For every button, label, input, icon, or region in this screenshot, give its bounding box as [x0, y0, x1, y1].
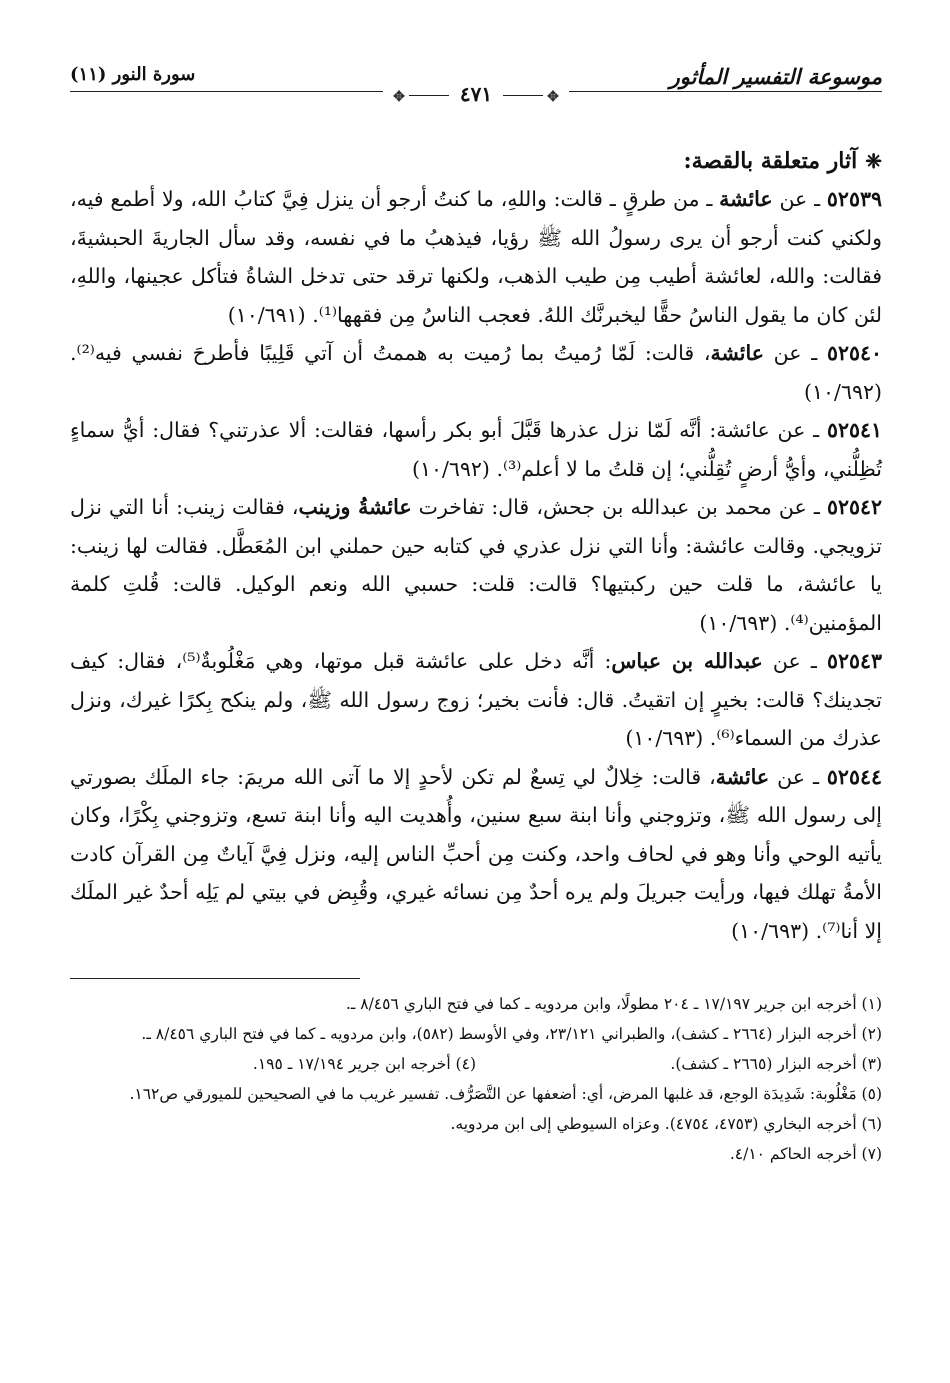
- narration-number: ٥٢٥٤١: [826, 418, 882, 442]
- narration-entry: ٥٢٥٤١ ـ عن عائشة: أنَّه لَمّا نزل عذرها قَبَّلَ أبو بكر رأسها، فقالت: ألا عذرتني؟ فقال: أيُّ سماءٍ تُظِلُّني، وأيُّ أرضٍ تُقِلُّني؛ إن قلتُ ما لا أعلم⁽³⁾. (١٠/٦٩٢): [70, 418, 882, 481]
- ornament-left-icon: ✥: [393, 89, 405, 105]
- narration-text: أنَّه لَمّا نزل عذرها قَبَّلَ أبو بكر رأسها، فقالت: ألا عذرتني؟ فقال: أيُّ سماءٍ تُظِلُّني، وأيُّ أرضٍ تُقِلُّني؛ إن قلتُ ما لا أعلم⁽³⁾.: [70, 418, 882, 481]
- narration-number: ٥٢٥٤٤: [826, 764, 882, 789]
- narration-text: ، قالت: خِلالٌ لي تِسعٌ لم تكن لأحدٍ إلا ما آتى الله مريمَ: جاء الملَك بصورتي إلى رسول الله ﷺ، وتزوجني وأنا ابنة سبع سنين، وأُهديت اليه وأنا ابنة تسع، وتزوجني بِكْرًا، وكان يأتيه الوحي وأنا وهو في لحاف واحد، وكنت مِن أحبِّ الناس إليه، ونزل فِيَّ آياتٌ مِن القرآن كادت الأمةُ تهلك فيها، ورأيت جبريلَ ولم يره أحدٌ مِن نسائه غيري، وقُبِض في بيتي لم يَلِه أحدٌ غير الملَك إلا أنا⁽⁷⁾.: [70, 764, 882, 943]
- narration-entry: ٥٢٥٤٠ ـ عن عائشة، قالت: لَمّا رُميتُ بما رُميت به هممتُ أن آتي قَلِيبًا فأطرحَ نفسي فيه⁽²⁾. (١٠/٦٩٢): [70, 341, 882, 404]
- volume-page-ref: (١٠/٦٩٣): [699, 610, 778, 635]
- page-number: ٤٧١: [459, 82, 493, 106]
- volume-page-ref: (١٠/٦٩٢): [411, 456, 490, 481]
- narration-text: ، فقالت زينب: أنا التي نزل تزويجي. وقالت عائشة: وأنا التي نزل عذري في كتابه حين حملني ابن المُعَطَّل. فقالت لها زينب: يا عائشة، ما قلت حين ركبتيها؟ قالت: قلت: حسبي الله ونعم الوكيل. قالت: قُلتِ كلمة المؤمنين⁽⁴⁾.: [70, 495, 882, 635]
- footnote-6: (٦) أخرجه البخاري (٤٧٥٣، ٤٧٥٤). وعزاه السيوطي إلى ابن مردويه.: [450, 1115, 882, 1133]
- narration-number: ٥٢٥٤٢: [826, 495, 882, 519]
- volume-page-ref: (١٠/٦٩٣): [731, 918, 810, 943]
- narrations: [70, 180, 882, 950]
- series-title: موسوعة التفسير المأثور: [669, 64, 882, 89]
- narration-number: ٥٢٥٤٠: [826, 341, 882, 365]
- footnote-row: [70, 1049, 882, 1079]
- narration-text: : أنَّه دخل على عائشة قبل موتها، وهي مَغْلُوبةٌ⁽⁵⁾، فقال: كيف تجدينك؟ قالت: بخيرٍ إن اتقيتُ. قال: فأنت بخير؛ زوج رسول الله ﷺ، ولم ينكح بِكرًا غيرك، ونزل عذرك من السماء⁽⁶⁾.: [70, 649, 882, 750]
- narration-entry: ٥٢٥٤٤ ـ عن عائشة، قالت: خِلالٌ لي تِسعٌ لم تكن لأحدٍ إلا ما آتى الله مريمَ: جاء الملَك بصورتي إلى رسول الله ﷺ، وتزوجني وأنا ابنة سبع سنين، وأُهديت اليه وأنا ابنة تسع، وتزوجني بِكْرًا، وكان يأتيه الوحي وأنا وهو في لحاف واحد، وكنت مِن أحبِّ الناس إليه، ونزل فِيَّ آياتٌ مِن القرآن كادت الأمةُ تهلك فيها، ورأيت جبريلَ ولم يره أحدٌ مِن نسائه غيري، وقُبِض في بيتي لم يَلِه أحدٌ غير الملَك إلا أنا⁽⁷⁾. (١٠/٦٩٣): [70, 764, 882, 943]
- footnote-separator: [70, 978, 360, 979]
- narration-text: ـ من طرقٍ ـ قالت: واللهِ، ما كنتُ أرجو أن ينزل فِيَّ كتابُ الله، ولا أطمع فيه، ولكني كنت أرجو أن يرى رسولُ الله ﷺ رؤيا، فيذهبُ ما في نفسه، وقد سأل الجاريةَ الحبشيةَ، فقالت: والله، لعائشة أطيب مِن طيب الذهب، ولكنها ترقد حتى تدخل الشاةُ فتأكل عجينها، واللهِ، لئن كان ما يقول الناسُ حقًّا ليخبرنَّك اللهُ. فعجب الناسُ مِن فقهها⁽¹⁾.: [70, 187, 882, 327]
- narrator-name: عائشة: [715, 764, 770, 789]
- ornament-right-icon: ✥: [547, 89, 559, 105]
- narration-number: ٥٢٥٣٩: [826, 187, 882, 211]
- surah-title: سورة النور (١١): [70, 64, 196, 85]
- page-header: [70, 58, 882, 120]
- star-ornament-icon: ❈: [865, 149, 882, 173]
- volume-page-ref: (١٠/٦٩١): [227, 302, 306, 327]
- narrator-name: عائشةُ وزينب: [298, 495, 412, 519]
- narrator-name: عائشة: [710, 341, 764, 365]
- narration-text: ، قالت: لَمّا رُميتُ بما رُميت به هممتُ أن آتي قَلِيبًا فأطرحَ نفسي فيه⁽²⁾.: [70, 341, 711, 365]
- footnote-7: (٧) أخرجه الحاكم ٤/١٠.: [729, 1145, 882, 1163]
- section-heading-text: آثار متعلقة بالقصة:: [683, 148, 858, 174]
- narrator-name: عائشة: [719, 187, 773, 211]
- book-page: [70, 58, 882, 1169]
- narrator-name: عبدالله بن عباس: [611, 649, 763, 673]
- footnote-5: (٥) مَغْلُوبة: شَدِيدَة الوجع، قد غلبها المرض، أي: أضعفها عن التَّصَرُّف. تفسير غريب ما في الصحيحين للميورقي ص١٦٢.: [129, 1085, 882, 1103]
- narration-entry: ٥٢٥٣٩ ـ عن عائشة ـ من طرقٍ ـ قالت: واللهِ، ما كنتُ أرجو أن ينزل فِيَّ كتابُ الله، ولا أطمع فيه، ولكني كنت أرجو أن يرى رسولُ الله ﷺ رؤيا، فيذهبُ ما في نفسه، وقد سأل الجاريةَ الحبشيةَ، فقالت: والله، لعائشة أطيب مِن طيب الذهب، ولكنها ترقد حتى تدخل الشاةُ فتأكل عجينها، واللهِ، لئن كان ما يقول الناسُ حقًّا ليخبرنَّك اللهُ. فعجب الناسُ مِن فقهها⁽¹⁾. (١٠/٦٩١): [70, 187, 882, 327]
- footnote-2: (٢) أخرجه البزار (٢٦٦٤ ـ كشف)، والطبراني ٢٣/١٢١، وفي الأوسط (٥٨٢)، وابن مردويه ـ كما في فتح الباري ٨/٤٥٦ ـ.: [141, 1025, 882, 1043]
- narration-entry: ٥٢٥٤٢ ـ عن محمد بن عبدالله بن جحش، قال: تفاخرت عائشةُ وزينب، فقالت زينب: أنا التي نزل تزويجي. وقالت عائشة: وأنا التي نزل عذري في كتابه حين حملني ابن المُعَطَّل. فقالت لها زينب: يا عائشة، ما قلت حين ركبتيها؟ قالت: قلت: حسبي الله ونعم الوكيل. قالت: قُلتِ كلمة المؤمنين⁽⁴⁾. (١٠/٦٩٣): [70, 495, 882, 635]
- section-heading: [70, 148, 882, 174]
- footnote-4: (٤) أخرجه ابن جرير ١٧/١٩٤ ـ ١٩٥.: [252, 1055, 476, 1073]
- volume-page-ref: (١٠/٦٩٣): [625, 726, 704, 750]
- page-number-block: [383, 82, 569, 106]
- footnote-3: (٣) أخرجه البزار (٢٦٦٥ ـ كشف).: [670, 1055, 882, 1073]
- narration-number: ٥٢٥٤٣: [826, 649, 882, 673]
- volume-page-ref: (١٠/٦٩٢): [804, 379, 882, 404]
- footnotes: [70, 989, 882, 1169]
- footnote-1: (١) أخرجه ابن جرير ١٧/١٩٧ ـ ٢٠٤ مطولًا، وابن مردويه ـ كما في فتح الباري ٨/٤٥٦ ـ.: [345, 995, 882, 1013]
- narration-entry: ٥٢٥٤٣ ـ عن عبدالله بن عباس: أنَّه دخل على عائشة قبل موتها، وهي مَغْلُوبةٌ⁽⁵⁾، فقال: كيف تجدينك؟ قالت: بخيرٍ إن اتقيتُ. قال: فأنت بخير؛ زوج رسول الله ﷺ، ولم ينكح بِكرًا غيرك، ونزل عذرك من السماء⁽⁶⁾. (١٠/٦٩٣): [70, 649, 882, 750]
